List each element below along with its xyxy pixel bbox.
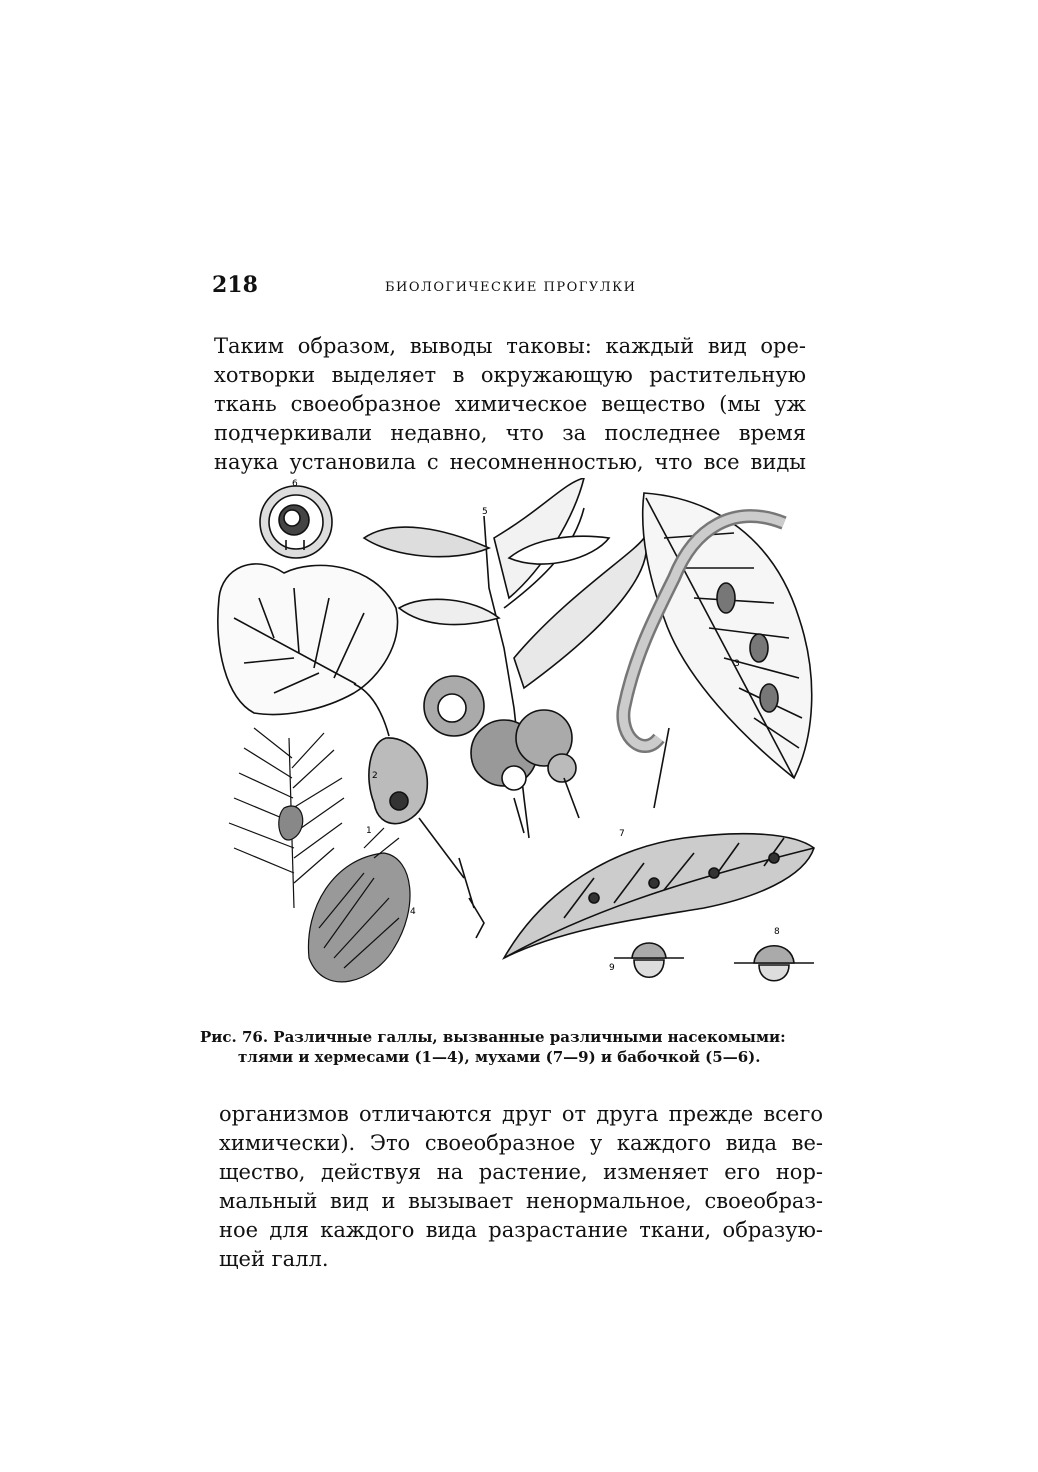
text-line: организмов отличаются друг от друга прежде всего (219, 1102, 823, 1126)
caption-line: тлями и хермесами (1—4), мухами (7—9) и бабочкой (5—6). (238, 1048, 761, 1066)
figure-caption (200, 1027, 840, 1067)
text-line: подчеркивали недавно, что за последнее время (214, 421, 806, 445)
gall-illustration (214, 478, 830, 1014)
oak-leaf-7 (504, 834, 814, 958)
text-line: ткань своеобразное химическое вещество (мы уж (214, 392, 806, 416)
figure-label-1: 1 (366, 826, 372, 836)
figure-label-7: 7 (619, 829, 625, 839)
figure-label-9: 9 (609, 963, 615, 973)
gall-section-8 (734, 946, 814, 981)
page-number: 218 (212, 272, 258, 298)
text-line: наука установила с несомненностью, что все виды (214, 450, 806, 474)
figure-label-2: 2 (372, 771, 378, 781)
elm-leaf-3 (623, 493, 811, 808)
figure-label-8: 8 (774, 927, 780, 937)
caption-line: Рис. 76. Различные галлы, вызванные различными насекомыми: (200, 1028, 786, 1046)
figure-label-4: 4 (410, 907, 416, 917)
figure-label-6: 6 (292, 479, 298, 489)
text-line: химически). Это своеобразное у каждого вида ве- (219, 1131, 823, 1155)
figure-label-3: 3 (734, 659, 740, 669)
paragraph-top (214, 332, 806, 477)
text-line: щей галл. (219, 1247, 329, 1271)
text-line: мальный вид и вызывает ненормальное, своеобраз- (219, 1189, 823, 1213)
figure-label-5: 5 (482, 507, 488, 517)
paragraph-bottom (219, 1100, 823, 1274)
pine-gall-4 (308, 828, 410, 982)
running-head: БИОЛОГИЧЕСКИЕ ПРОГУЛКИ (385, 280, 637, 295)
text-line: хотворки выделяет в окружающую растительную (214, 363, 806, 387)
text-line: щество, действуя на растение, изменяет его нор- (219, 1160, 823, 1184)
pine-branch-1 (229, 728, 344, 908)
text-line: Таким образом, выводы таковы: каждый вид оре- (214, 334, 806, 358)
gall-section-9 (614, 943, 684, 977)
text-line: ное для каждого вида разрастание ткани, образую- (219, 1218, 823, 1242)
poplar-leaf (218, 564, 398, 736)
gall-illustration-drawing (214, 478, 830, 1014)
